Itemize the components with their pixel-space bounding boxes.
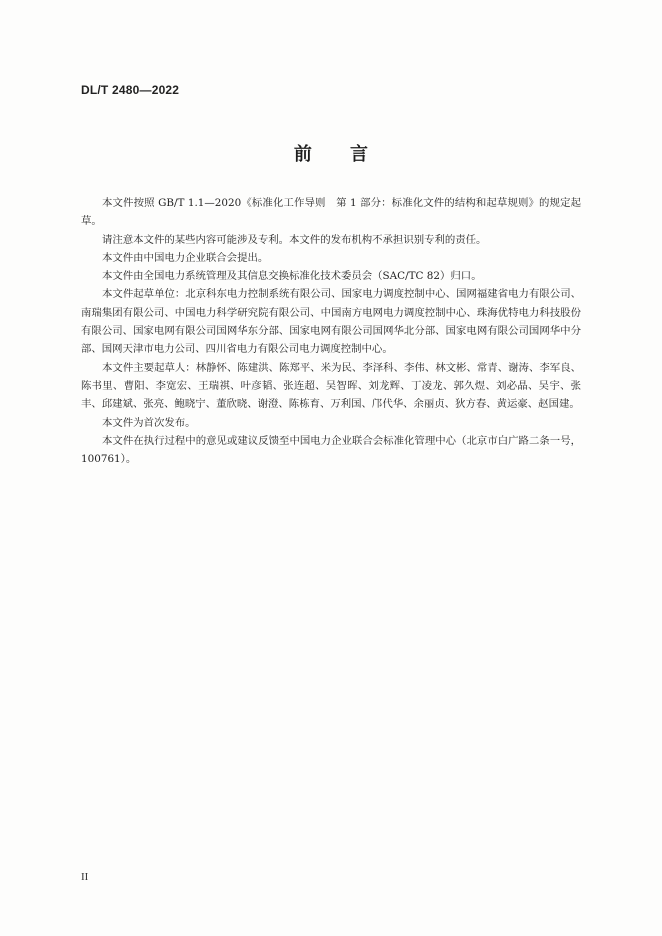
paragraph-drafters: 本文件主要起草人：林静怀、陈建洪、陈郑平、米为民、李泽科、李伟、林文彬、常青、谢涛、李军良、陈书里、曹阳、李宽宏、王瑞祺、叶彦韬、张连超、吴智晖、刘龙辉、丁凌龙、郭久煜、刘必晶、吴宇、张丰、邱建斌、张亮、鲍晓宁、董欣晓、谢澄、陈栋育、万利国、邝代华、余丽贞、狄方春、黄运豪、赵国建。 bbox=[81, 361, 581, 411]
paragraph-first-release: 本文件为首次发布。 bbox=[102, 416, 196, 429]
paragraph-proposer: 本文件由中国电力企业联合会提出。 bbox=[102, 251, 269, 264]
title-char-2: 言 bbox=[350, 144, 369, 165]
paragraph-committee: 本文件由全国电力系统管理及其信息交换标准化技术委员会（SAC/TC 82）归口。 bbox=[102, 270, 482, 283]
paragraph-feedback: 本文件在执行过程中的意见或建议反馈至中国电力企业联合会标准化管理中心（北京市白广路二条一号，100761）。 bbox=[81, 434, 581, 466]
foreword-body bbox=[81, 194, 581, 468]
page-number: II bbox=[81, 871, 89, 883]
standard-code: DL/T 2480—2022 bbox=[81, 83, 180, 97]
paragraph-drafting-units: 本文件起草单位：北京科东电力控制系统有限公司、国家电力调度控制中心、国网福建省电力有限公司、南瑞集团有限公司、中国电力科学研究院有限公司、中国南方电网电力调度控制中心、珠海优特电力科技股份有限公司、国家电网有限公司国网华东分部、国家电网有限公司国网华北分部、国家电网有限公司国网华中分部、国网天津市电力公司、四川省电力有限公司电力调度控制中心。 bbox=[81, 288, 581, 356]
title-char-1: 前 bbox=[293, 144, 312, 165]
page-title bbox=[0, 140, 662, 166]
paragraph-patent-notice: 请注意本文件的某些内容可能涉及专利。本文件的发布机构不承担识别专利的责任。 bbox=[102, 233, 487, 246]
paragraph-drafting-rules: 本文件按照 GB/T 1.1—2020《标准化工作导则 第 1 部分：标准化文件的结构和起草规则》的规定起草。 bbox=[81, 197, 581, 228]
